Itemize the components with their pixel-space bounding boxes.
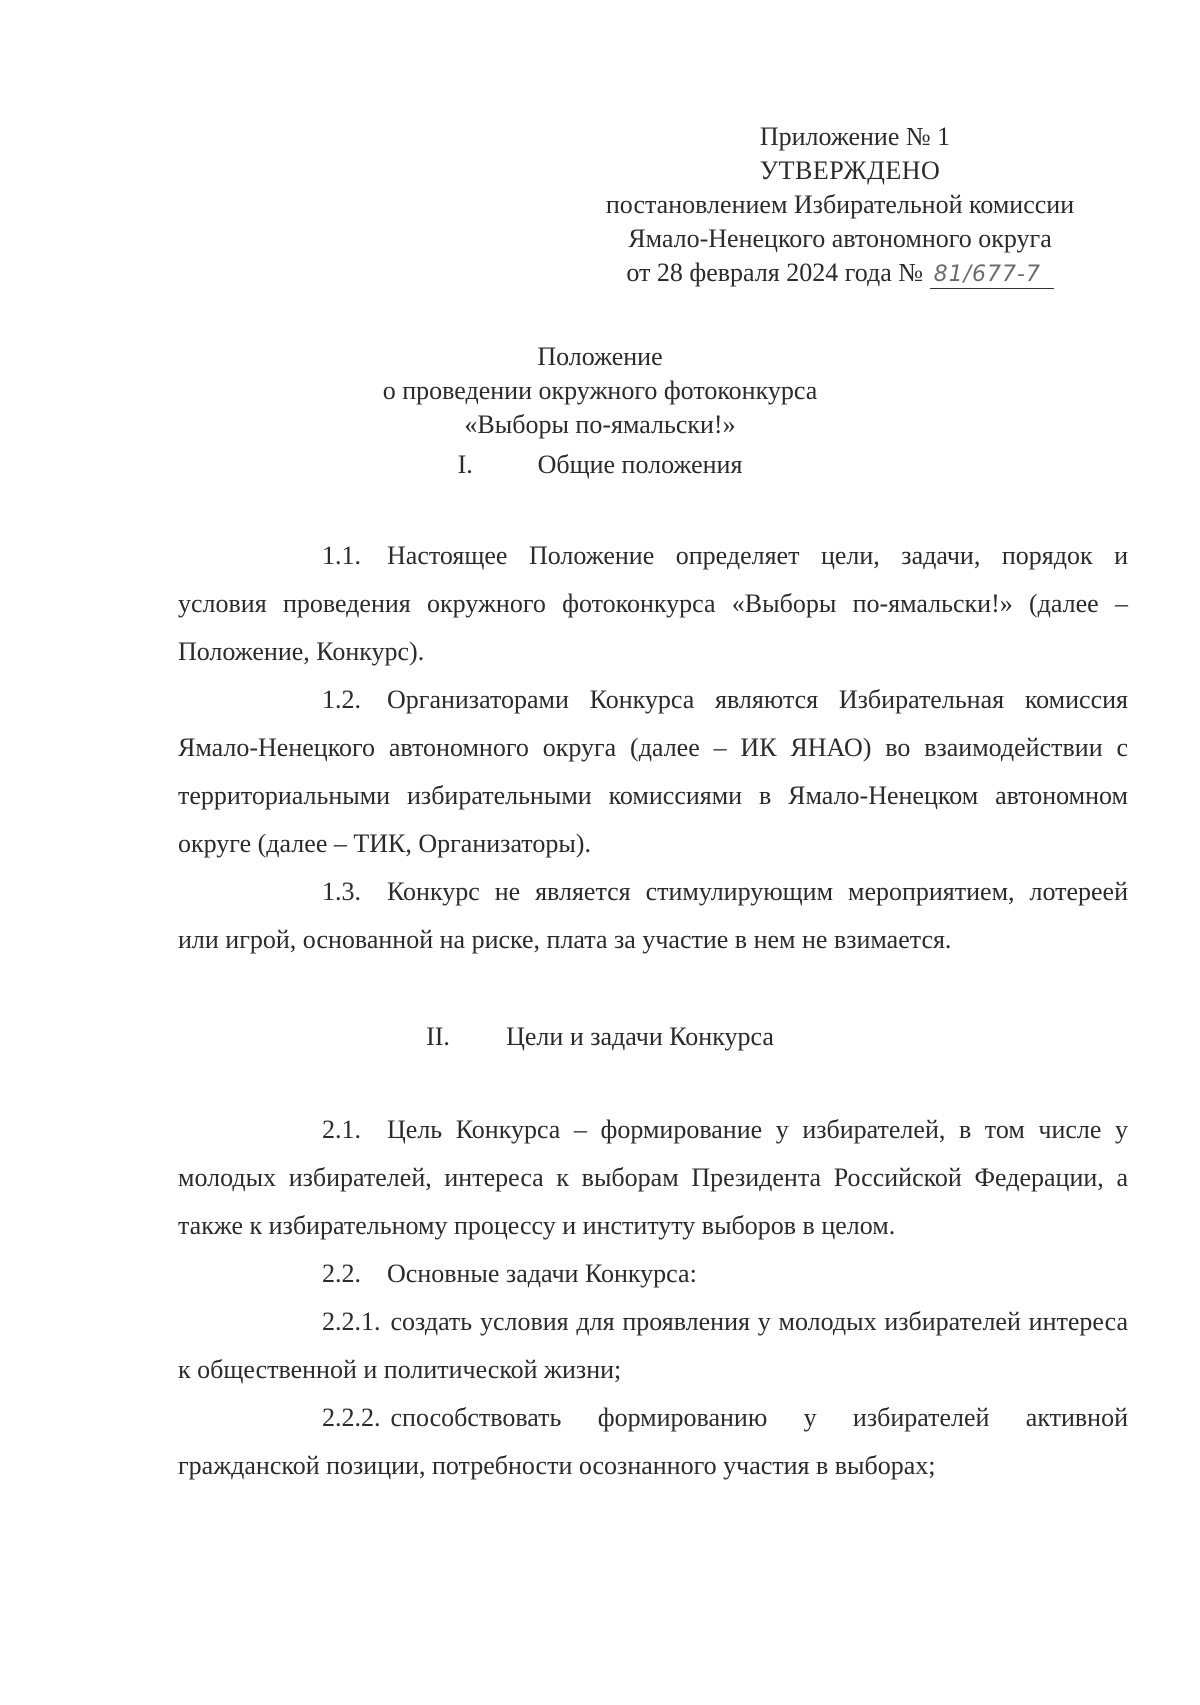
date-prefix: от 28 февраля 2024 года № — [626, 258, 924, 287]
paragraph-number: 1.3. — [322, 877, 361, 906]
section-1-heading — [0, 448, 1200, 482]
paragraph-2-2-1 — [178, 1298, 1128, 1394]
paragraph-2-1 — [178, 1106, 1128, 1250]
approved-label: УТВЕРЖДЕНО — [759, 156, 941, 185]
date-line — [560, 256, 1120, 290]
section-1-number: I. — [457, 450, 473, 479]
paragraph-number: 2.2. — [322, 1259, 361, 1288]
section-2-number: II. — [426, 1022, 450, 1051]
paragraph-number: 2.2.1. — [322, 1307, 381, 1336]
paragraph-text: способствовать формированию у избирателей активной гражданской позиции, потребности осознанного участия в выборах; — [178, 1403, 1128, 1480]
resolution-line: постановлением Избирательной комиссии — [605, 190, 1075, 219]
section-2-title: Цели и задачи Конкурса — [506, 1022, 774, 1051]
paragraph-text: Организаторами Конкурса являются Избирательная комиссия Ямало-Ненецкого автономного округа (далее – ИК ЯНАО) во взаимодействии с территориальными избирательными комиссиями в Ямало-Ненецком автономном округе (далее – ТИК, Организаторы). — [178, 685, 1128, 858]
decree-number-handwritten: 81/677-7 — [930, 262, 1054, 289]
paragraph-text: Основные задачи Конкурса: — [387, 1259, 697, 1288]
section-2-heading — [0, 1020, 1200, 1054]
title-line-1: Положение — [537, 342, 663, 371]
paragraph-2-2-2 — [178, 1394, 1128, 1490]
paragraph-text: создать условия для проявления у молодых избирателей интереса к общественной и политической жизни; — [178, 1307, 1128, 1384]
paragraph-1-3 — [178, 868, 1128, 964]
paragraph-number: 1.1. — [322, 541, 361, 570]
region-line: Ямало-Ненецкого автономного округа — [628, 224, 1052, 253]
paragraph-text: Цель Конкурса – формирование у избирателей, в том числе у молодых избирателей, интереса к выборам Президента Российской Федерации, а также к избирательному процессу и институту выборов в целом. — [178, 1115, 1128, 1240]
paragraph-2-2 — [178, 1250, 1128, 1298]
section-1-title: Общие положения — [537, 450, 743, 479]
paragraph-text: Настоящее Положение определяет цели, задачи, порядок и условия проведения окружного фотоконкурса «Выборы по-ямальски!» (далее – Положение, Конкурс). — [178, 541, 1128, 666]
paragraph-number: 2.1. — [322, 1115, 361, 1144]
document-title — [300, 340, 900, 442]
appendix-label: Приложение № 1 — [759, 122, 951, 151]
paragraph-number: 2.2.2. — [322, 1403, 381, 1432]
paragraph-number: 1.2. — [322, 685, 361, 714]
paragraph-text: Конкурс не является стимулирующим мероприятием, лотереей или игрой, основанной на риске, плата за участие в нем не взимается. — [178, 877, 1128, 954]
title-line-2: о проведении окружного фотоконкурса — [382, 376, 818, 405]
paragraph-1-1 — [178, 532, 1128, 676]
paragraph-1-2 — [178, 676, 1128, 868]
title-line-3: «Выборы по-ямальски!» — [464, 410, 736, 439]
approval-block — [560, 120, 1120, 290]
